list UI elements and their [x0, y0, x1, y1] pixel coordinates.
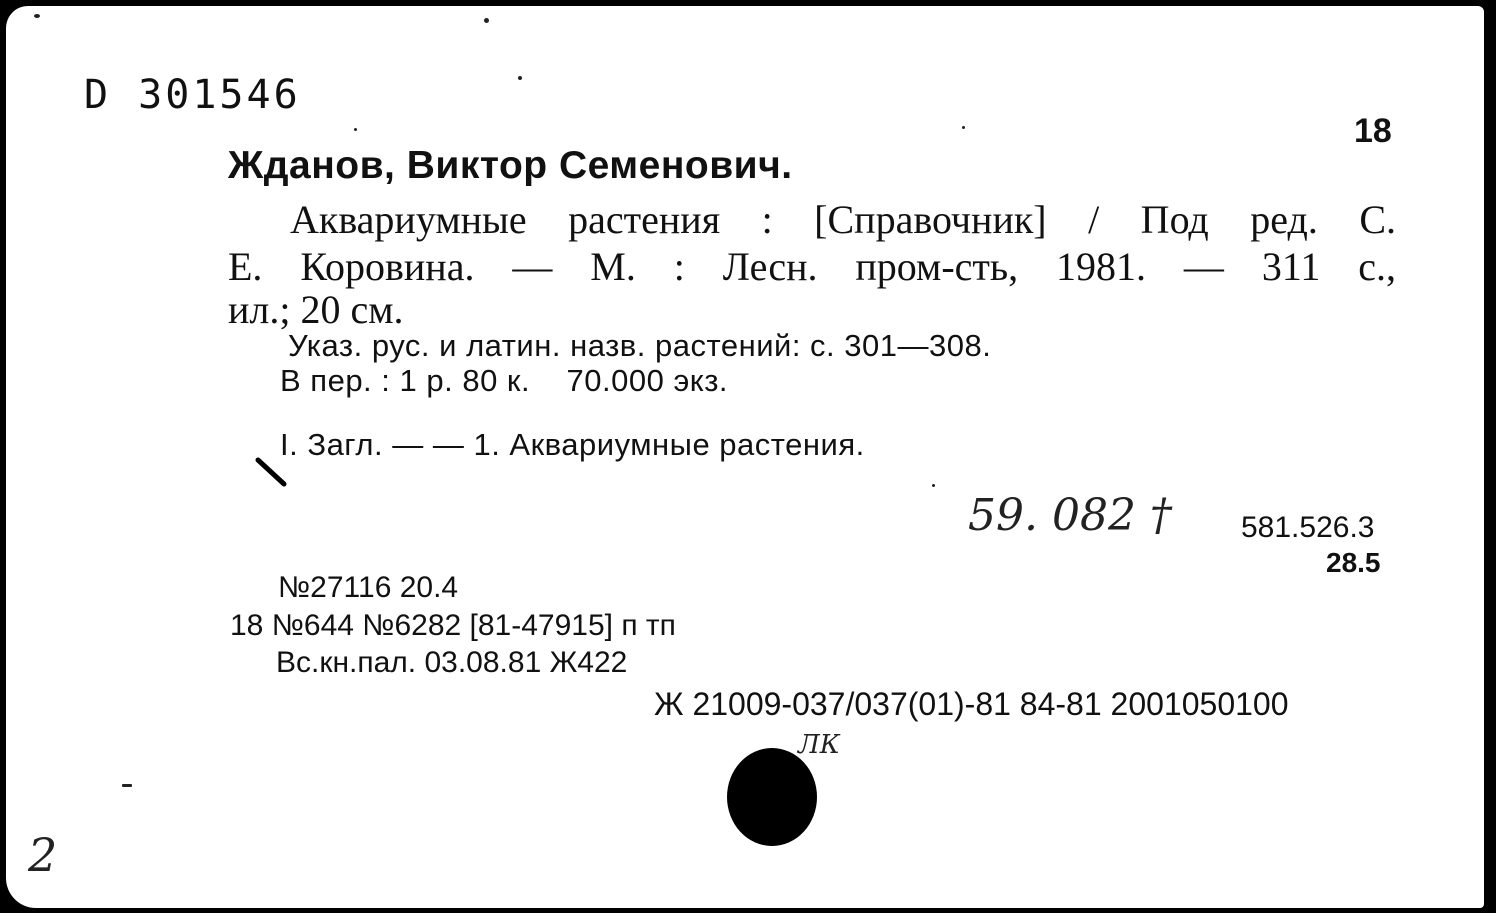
price-note: В пер. : 1 р. 80 к. 70.000 экз. — [280, 363, 729, 398]
speck — [354, 128, 357, 131]
punch-hole — [727, 748, 817, 846]
subject-entries: I. Загл. — — 1. Аквариумные растения. — [280, 427, 865, 462]
tech-line-4: Ж 21009-037/037(01)-81 84-81 2001050100 — [654, 686, 1289, 722]
udc-code: 581.526.3 — [1241, 511, 1375, 544]
speck — [962, 126, 965, 129]
bbk-code: 28.5 — [1326, 547, 1381, 578]
speck — [932, 484, 935, 487]
handwritten-initials: ЛК — [798, 730, 840, 760]
title-line-2: Е. Коровина. — М. : Лесн. пром-сть, 1981. — 311 с., — [228, 244, 1396, 289]
page-number: 18 — [1354, 112, 1392, 150]
tech-line-2: 18 №644 №6282 [81-47915] п тп — [230, 609, 676, 642]
catalog-card — [6, 6, 1484, 908]
speck — [34, 14, 40, 18]
stamp-number: D 301546 — [84, 72, 301, 118]
handwritten-udc: 59. 082 † — [968, 490, 1172, 541]
speck — [484, 18, 489, 23]
check-mark-icon — [254, 454, 294, 490]
handwritten-corner-mark: 2 — [28, 828, 58, 882]
author-heading: Жданов, Виктор Семенович. — [228, 144, 793, 187]
title-line-1: Аквариумные растения : [Справочник] / Под ред. С. — [290, 197, 1396, 242]
title-line-3: ил.; 20 см. — [228, 287, 404, 332]
speck — [518, 76, 522, 80]
speck — [122, 784, 132, 787]
tech-line-1: №27116 20.4 — [278, 571, 459, 604]
index-note: Указ. рус. и латин. назв. растений: с. 301—308. — [288, 328, 992, 363]
tech-line-3: Вс.кн.пал. 03.08.81 Ж422 — [276, 646, 628, 679]
